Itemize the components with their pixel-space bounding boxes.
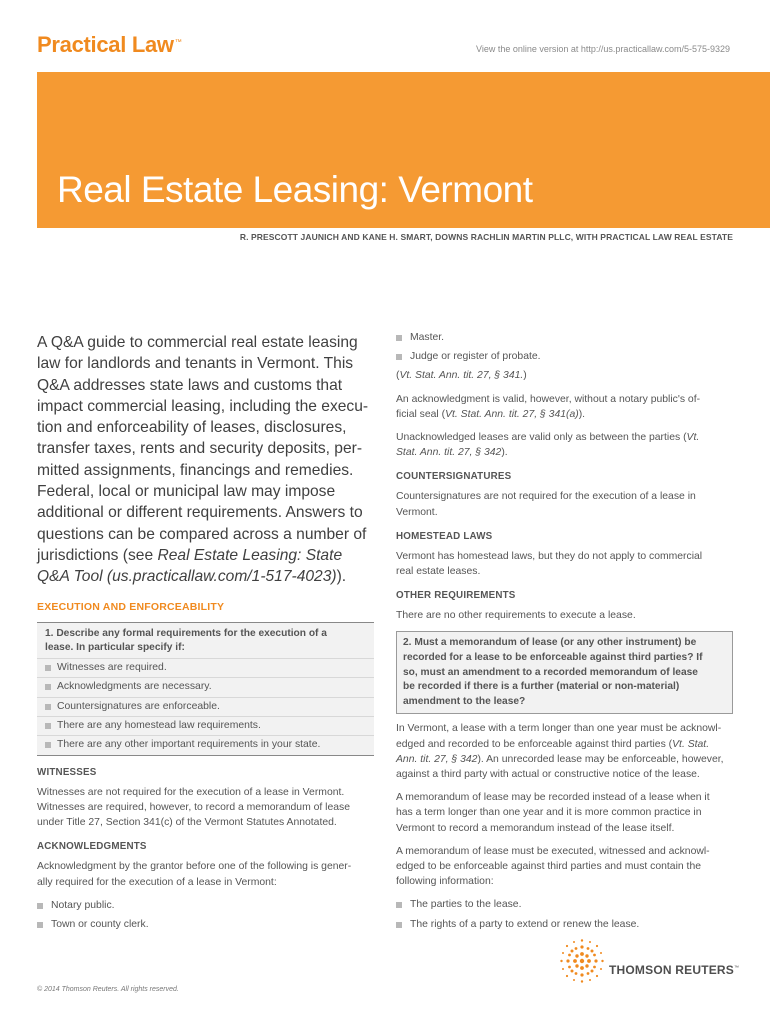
memorandum-paragraph: A memorandum of lease may be recorded instead of a lease when it has a term longer than one year and it is more common practice in Vermont to record a memorandum instead of the lease itself. — [396, 792, 710, 834]
list-item: Countersignatures are enforceable. — [37, 697, 374, 716]
intro-paragraph: A Q&A guide to commercial real estate leasing law for landlords and tenants in Vermont. This Q&A addresses state laws and customs that impact commercial leasing, including the execu- tion and enforceability of leases, disclosures, transfer taxes, rents and security deposits, per- mitted assignments, financings and remedies. Federal, local or municipal law may impose additional or different requirements. Answers to questions can be compared across a number of jurisdictions (see Real Estate Leasing: State Q&A Tool (us.practicallaw.com/1-517-4023)). — [37, 334, 369, 586]
question-1-box — [37, 622, 374, 756]
authors-line: R. PRESCOTT JAUNICH AND KANE H. SMART, DOWNS RACHLIN MARTIN PLLC, WITH PRACTICAL LAW REAL ESTATE — [239, 232, 733, 242]
recording-paragraph: In Vermont, a lease with a term longer than one year must be acknowl- edged and recorded to be enforceable against third parties (Vt. Stat. Ann. tit. 27, § 342). An unrecorded lease may be enforceable, however, against a third party with actual or constructive notice of the lease. — [396, 723, 724, 781]
list-item: The parties to the lease. — [396, 897, 733, 912]
list-item: Town or county clerk. — [37, 917, 374, 932]
question-2-box — [396, 631, 733, 714]
copyright-notice: © 2014 Thomson Reuters. All rights reserved. — [37, 986, 179, 993]
state-qa-tool-link[interactable]: Real Estate Leasing: State Q&A Tool (us.practicallaw.com/1-517-4023) — [37, 546, 343, 586]
section-heading-execution: EXECUTION AND ENFORCEABILITY — [37, 600, 225, 613]
list-item: The rights of a party to extend or renew the lease. — [396, 917, 733, 932]
acknowledgment-valid-paragraph: An acknowledgment is valid, however, without a notary public's of- ficial seal (Vt. Stat. Ann. tit. 27, § 341(a)). — [396, 393, 701, 420]
countersignatures-heading: COUNTERSIGNATURES — [396, 471, 512, 483]
list-item: There are any homestead law requirements. — [37, 716, 374, 735]
homestead-heading: HOMESTEAD LAWS — [396, 530, 493, 542]
list-item: There are any other important requirements in your state. — [37, 735, 374, 754]
memorandum-requirements-paragraph: A memorandum of lease must be executed, witnessed and acknowl- edged to be enforceable against third parties and must contain the following information: — [396, 845, 710, 888]
right-column — [396, 330, 733, 936]
question-2-text: 2. Must a memorandum of lease (or any other instrument) be recorded for a lease to be enforceable against third parties? If so, must an amendment to a recorded memorandum of lease be recorded if there is a further (material or non-material) amendment to the lease? — [403, 637, 703, 707]
list-item: Witnesses are required. — [37, 658, 374, 677]
left-column — [37, 332, 374, 936]
list-item: Judge or register of probate. — [396, 349, 733, 364]
list-item: Master. — [396, 330, 733, 345]
countersignatures-paragraph: Countersignatures are not required for the execution of a lease in Vermont. — [396, 491, 696, 518]
other-requirements-heading: OTHER REQUIREMENTS — [396, 590, 516, 602]
acknowledgments-paragraph: Acknowledgment by the grantor before one of the following is gener- ally required for the execution of a lease in Vermont: — [37, 861, 352, 888]
question-1-text: 1. Describe any formal requirements for the execution of a lease. In particular specify if: — [45, 627, 327, 654]
witnesses-heading: WITNESSES — [37, 766, 97, 778]
list-item: Notary public. — [37, 898, 374, 913]
thomson-reuters-logo-icon — [558, 937, 606, 985]
unacknowledged-paragraph: Unacknowledged leases are valid only as between the parties (Vt. Stat. Ann. tit. 27, § 342). — [396, 432, 700, 459]
list-item: Acknowledgments are necessary. — [37, 677, 374, 696]
brand-logo: Practical Law™ — [37, 32, 182, 57]
homestead-paragraph: Vermont has homestead laws, but they do not apply to commercial real estate leases. — [396, 550, 703, 578]
citation-341: (Vt. Stat. Ann. tit. 27, § 341.) — [396, 370, 527, 382]
online-version-link[interactable]: View the online version at http://us.practicallaw.com/5-575-9329 — [476, 44, 730, 54]
publisher-name: THOMSON REUTERS™ — [609, 963, 740, 977]
page-title: Real Estate Leasing: Vermont — [57, 169, 533, 210]
acknowledgments-heading: ACKNOWLEDGMENTS — [37, 841, 147, 853]
other-requirements-paragraph: There are no other requirements to execute a lease. — [396, 610, 636, 622]
witnesses-paragraph: Witnesses are not required for the execution of a lease in Vermont. Witnesses are required, however, to record a memorandum of lease under Title 27, Section 341(c) of the Vermont Statutes Annotated. — [37, 786, 351, 829]
